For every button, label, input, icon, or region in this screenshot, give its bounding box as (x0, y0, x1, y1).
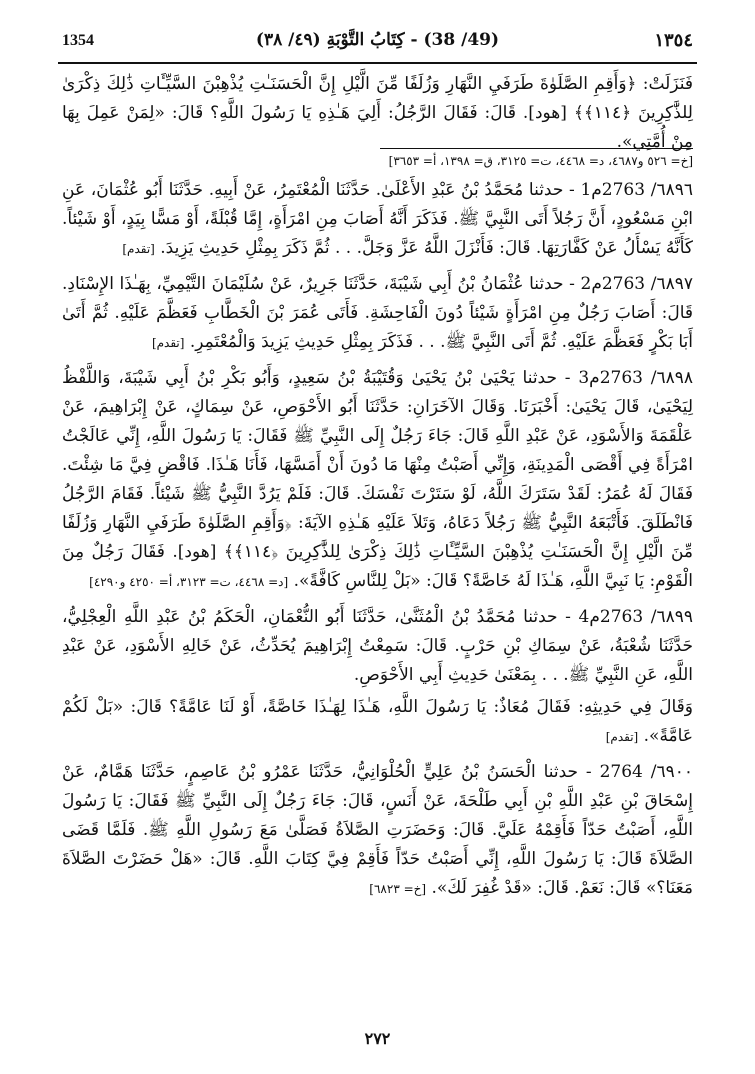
hadith-ref: [تقدم] (605, 730, 639, 744)
hadith-6899-addendum (62, 693, 693, 752)
hadith-6896 (62, 176, 693, 264)
hadith-text: ٦٨٩٦/ 2763م1 - حدثنا مُحَمَّدُ بْنُ عَبْدِ الأَعْلَىٰ. حَدَّثَنَا الْمُعْتَمِرُ، عَنْ أَبِيهِ. حَدَّثَنَا أَبُو عُثْمَانَ، عَنِ ابْنِ مَسْعُودٍ، أَنَّ رَجُلاً أَتَى النَّبِيَّ ﷺ. فَذَكَرَ أَنَّهُ أَصَابَ مِنِ امْرَأَةٍ، إِمَّا قُبْلَةً، أَوْ مَسًّا بِيَدٍ، أَوْ شَيْئاً. كَأَنَّهُ يَسْأَلُ عَنْ كَفَّارَتِهَا. قَالَ: فَأَنْزَلَ اللَّهُ عَزَّ وَجَلَّ. . . ثُمَّ ذَكَرَ بِمِثْلِ حَدِيثِ يَزِيدَ. (62, 180, 693, 258)
note-rule (380, 148, 693, 149)
hadith-6897 (62, 270, 693, 358)
running-title: (49/ 38) - كِتَابُ التَّوْبَةِ (٤٩/ ٣٨) (255, 30, 500, 50)
footer-page-number: ٢٧٢ (364, 1029, 391, 1048)
top-paragraph-block (62, 70, 693, 157)
header-rule (58, 62, 697, 64)
hadith-text: ٦٩٠٠/ 2764 - حدثنا الْحَسَنُ بْنُ عَلِيٍّ الْحُلْوَانِيُّ، حَدَّثَنَا عَمْرُو بْنُ عَاصِمٍ، حَدَّثَنَا هَمَّامٌ، عَنْ إِسْحَاقَ بْنِ عَبْدِ اللَّهِ بْنِ أَبِي طَلْحَةَ، عَنْ أَنَسٍ، قَالَ: جَاءَ رَجُلٌ إِلَى النَّبِيِّ ﷺ فَقَالَ: يَا رَسُولَ اللَّهِ، أَصَبْتُ حَدّاً فَأَقِمْهُ عَلَيَّ. قَالَ: وَحَضَرَتِ الصَّلاَةُ فَصَلَّىٰ مَعَ رَسُولِ اللَّهِ ﷺ. فَلَمَّا قَضَى الصَّلاَةَ قَالَ: يَا رَسُولَ اللَّهِ، إِنِّي أَصَبْتُ حَدّاً فَأَقِمْ فِيَّ كِتَابَ اللَّهِ. قَالَ: «هَلْ حَضَرْتَ الصَّلاَةَ مَعَنَا؟» قَالَ: نَعَمْ. قَالَ: «قَدْ غُفِرَ لَكَ». (62, 762, 693, 898)
page-number-latin: 1354 (62, 32, 94, 49)
hadith-list (62, 176, 693, 904)
hadith-ref: [خ= ٦٨٢٣] (369, 882, 427, 896)
hadith-text: ٦٨٩٨/ 2763م3 - حدثنا يَحْيَىٰ بْنُ يَحْيَىٰ وَقُتَيْبَةُ بْنُ سَعِيدٍ، وَأَبُو بَكْرِ بْنُ أَبِي شَيْبَةَ، وَاللَّفْظُ لِيَحْيَىٰ، قَالَ يَحْيَىٰ: أَخْبَرَنَا. وَقَالَ الآخَرَانِ: حَدَّثَنَا أَبُو الأَحْوَصِ، عَنْ سِمَاكٍ، عَنْ إِبْرَاهِيمَ، عَنْ عَلْقَمَةَ وَالأَسْوَدِ، عَنْ عَبْدِ اللَّهِ قَالَ: جَاءَ رَجُلٌ إِلَى النَّبِيِّ ﷺ فَقَالَ: يَا رَسُولَ اللَّهِ، إِنِّي عَالَجْتُ امْرَأَةً فِي أَقْصَى الْمَدِينَةِ، وَإِنِّي أَصَبْتُ مِنْهَا مَا دُونَ أَنْ أَمَسَّهَا، فَأَنَا هَـٰذَا. فَاقْضِ فِيَّ مَا شِئْتَ. فَقَالَ لَهُ عُمَرُ: لَقَدْ سَتَرَكَ اللَّهُ، لَوْ سَتَرْتَ نَفْسَكَ. قَالَ: فَلَمْ يَرُدَّ النَّبِيُّ ﷺ شَيْئاً. فَقَامَ الرَّجُلُ فَانْطَلَقَ. فَأَتْبَعَهُ النَّبِيُّ ﷺ رَجُلاً دَعَاهُ، وَتَلاَ عَلَيْهِ هَـٰذِهِ الآيَةَ: ﴿وَأَقِمِ الصَّلَوٰةَ طَرَفَيِ النَّهَارِ وَزُلَفًا مِّنَ الَّيْلِ إِنَّ الْحَسَنَـٰتِ يُذْهِبْنَ السَّيِّـَٔاتِ ذَٰلِكَ ذِكْرَىٰ لِلذَّٰكِرِينَ ﴿١١٤﴾﴾ [هود]. فَقَالَ رَجُلٌ مِنَ الْقَوْمِ: يَا نَبِيَّ اللَّهِ، هَـٰذَا لَهُ خَاصَّةً؟ قَالَ: «بَلْ لِلنَّاسِ كَافَّةً». (62, 368, 694, 591)
top-note: [خ= ٥٢٦ و٤٦٨٧، د= ٤٤٦٨، ت= ٣١٢٥، ق= ١٣٩٨، أ= ٣٦٥٣] (388, 154, 693, 168)
hadith-text: ٦٨٩٩/ 2763م4 - حدثنا مُحَمَّدُ بْنُ الْمُثَنَّىٰ، حَدَّثَنَا أَبُو النُّعْمَانِ، الْحَكَمُ بْنُ عَبْدِ اللَّهِ الْعِجْلِيُّ، حَدَّثَنَا شُعْبَةُ، عَنْ سِمَاكِ بْنِ حَرْبٍ. قَالَ: سَمِعْتُ إِبْرَاهِيمَ يُحَدِّثُ، عَنْ خَالِهِ الأَسْوَدِ، عَنْ عَبْدِ اللَّهِ، عَنِ النَّبِيِّ ﷺ. . . بِمَعْنَىٰ حَدِيثِ أَبِي الأَحْوَصِ. (62, 607, 693, 685)
hadith-text: وَقَالَ فِي حَدِيثِهِ: فَقَالَ مُعَاذٌ: يَا رَسُولَ اللَّهِ، هَـٰذَا لِهَـٰذَا خَاصَّةً، أَوْ لَنَا عَامَّةً؟ قَالَ: «بَلْ لَكُمْ عَامَّةً». (62, 697, 693, 746)
page-header (58, 26, 697, 60)
hadith-ref: [تقدم] (122, 242, 155, 256)
hadith-6900 (62, 758, 693, 904)
page-number-arabic: ١٣٥٤ (654, 30, 693, 51)
hadith-6899 (62, 603, 693, 691)
hadith-ref: [د= ٤٤٦٨، ت= ٣١٢٣، أ= ٤٢٥٠ و٤٢٩٠] (89, 575, 289, 589)
hadith-text: ٦٨٩٧/ 2763م2 - حدثنا عُثْمَانُ بْنُ أَبِي شَيْبَةَ، حَدَّثَنَا جَرِيرٌ، عَنْ سُلَيْمَانَ التَّيْمِيِّ، بِهَـٰذَا الإِسْنَادِ. قَالَ: أَصَابَ رَجُلٌ مِنِ امْرَأَةٍ شَيْئاً دُونَ الْفَاحِشَةِ. فَأَتَى عُمَرَ بْنَ الْخَطَّابِ فَعَظَّمَ عَلَيْهِ. ثُمَّ أَتَىٰ أَبَا بَكْرٍ فَعَظَّمَ عَلَيْهِ. ثُمَّ أَتَى النَّبِيَّ ﷺ. . . فَذَكَرَ بِمِثْلِ حَدِيثِ يَزِيدَ وَالْمُعْتَمِرِ. (62, 274, 693, 352)
top-paragraph: فَنَزَلَتْ: ﴿وَأَقِمِ الصَّلَوٰةَ طَرَفَيِ النَّهَارِ وَزُلَفًا مِّنَ الَّيْلِ إِنَّ الْحَسَنَـٰتِ يُذْهِبْنَ السَّيِّـَٔاتِ ذَٰلِكَ ذِكْرَىٰ لِلذَّٰكِرِينَ ﴿١١٤﴾﴾ [هود]. قَالَ: فَقَالَ الرَّجُلُ: أَلِيَ هَـٰذِهِ يَا رَسُولَ اللَّهِ؟ قَالَ: «لِمَنْ عَمِلَ بِهَا مِنْ أُمَّتِي». (62, 74, 693, 152)
hadith-ref: [تقدم] (151, 336, 185, 350)
hadith-6898 (62, 364, 693, 597)
